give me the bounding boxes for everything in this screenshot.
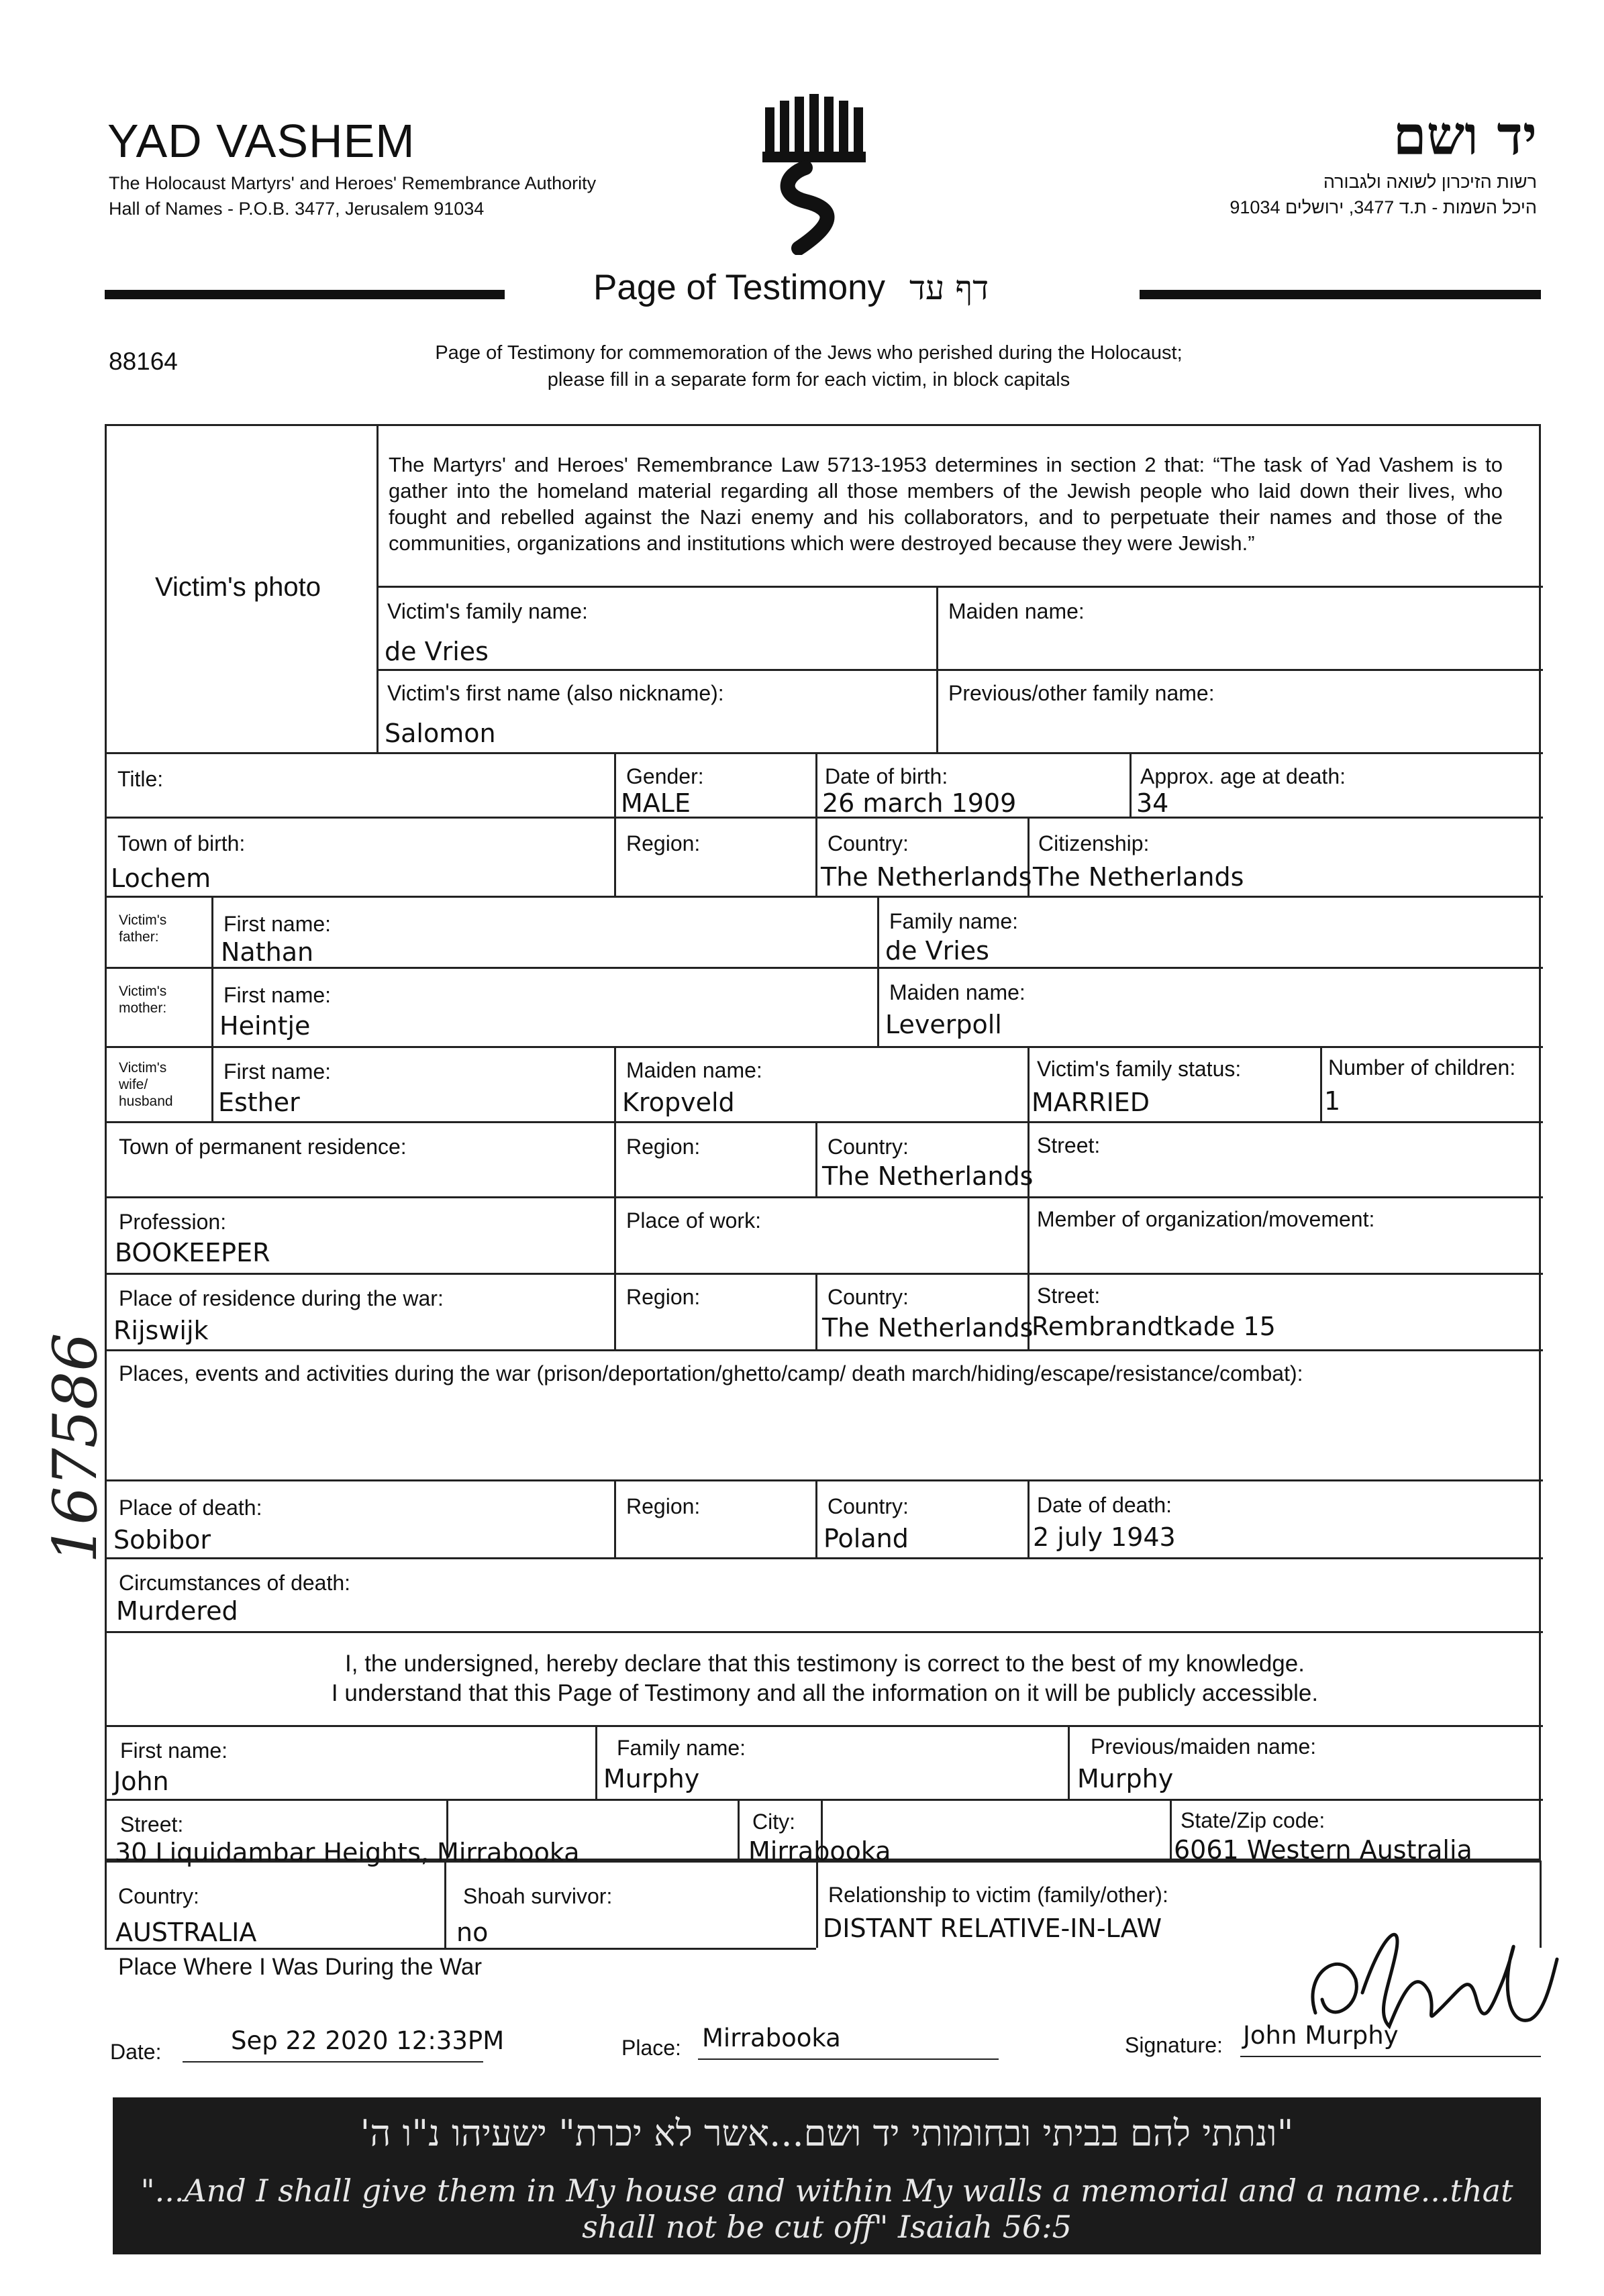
residence-country-label: Country: [828,1135,909,1159]
family-name-value[interactable]: de Vries [385,637,489,666]
submitter-family-name-value[interactable]: Murphy [603,1764,700,1793]
war-street-value[interactable]: Rembrandtkade 15 [1032,1312,1276,1341]
father-family-name-value[interactable]: de Vries [885,936,989,966]
page-title: Page of Testimony [593,268,886,307]
birth-country-value[interactable]: The Netherlands [821,862,1032,892]
town-of-birth-value[interactable]: Lochem [111,864,211,893]
bottom-row-left [105,1861,107,1948]
age-at-death-label: Approx. age at death: [1140,764,1346,788]
signature-label: Signature: [1125,2033,1223,2057]
signature-value[interactable]: John Murphy [1243,2021,1399,2050]
title-rule-left [105,290,505,299]
previous-family-name-label: Previous/other family name: [948,681,1215,705]
spouse-maiden-name-value[interactable]: Kropveld [622,1088,735,1117]
submitter-city-label: City: [752,1810,795,1834]
footer-quote-band [113,2097,1541,2254]
shoah-survivor-label: Shoah survivor: [463,1884,613,1908]
spouse-maiden-name-label: Maiden name: [626,1058,762,1082]
death-country-label: Country: [828,1494,909,1518]
place-of-work-label: Place of work: [626,1208,761,1233]
father-first-name-label: First name: [223,912,332,936]
residence-country-value[interactable]: The Netherlands [822,1161,1034,1191]
submitter-street-value[interactable]: 30 Liquidambar Heights, Mirrabooka [115,1838,580,1867]
gender-label: Gender: [626,764,704,788]
page-title-hebrew: דף עד [909,268,989,307]
testimony-form [105,424,1541,1867]
submitter-first-name-value[interactable]: John [113,1767,169,1796]
mother-side-label: Victim's mother: [119,984,167,1016]
war-street-label: Street: [1037,1284,1101,1308]
date-of-death-label: Date of death: [1037,1493,1172,1517]
org-name-hebrew: יד ושם [1393,104,1537,167]
spouse-first-name-value[interactable]: Esther [218,1088,300,1117]
submitter-previous-name-label: Previous/maiden name: [1091,1734,1317,1759]
war-country-label: Country: [828,1285,909,1309]
father-first-name-value[interactable]: Nathan [221,937,314,967]
footer-quote-english: "...And I shall give them in My house and within My walls a memorial and a name...that shall not be cut off" Isaiah 56:5 [140,2173,1513,2245]
form-subtitle-1: Page of Testimony for commemoration of the Jews who perished during the Holocaust; [435,342,1183,364]
bottom-row-divider-2 [816,1861,818,1948]
maiden-name-label: Maiden name: [948,599,1085,623]
date-of-birth-value[interactable]: 26 march 1909 [822,788,1017,818]
mother-maiden-name-value[interactable]: Leverpoll [885,1010,1002,1039]
residence-street-label: Street: [1037,1133,1101,1157]
date-of-birth-label: Date of birth: [825,764,948,788]
title-rule-right [1140,290,1541,299]
citizenship-value[interactable]: The Netherlands [1033,862,1244,892]
organization-label: Member of organization/movement: [1037,1207,1375,1231]
submitter-previous-name-value[interactable]: Murphy [1077,1764,1174,1793]
age-at-death-value[interactable]: 34 [1136,788,1169,818]
circumstances-label: Circumstances of death: [119,1571,351,1595]
relationship-label: Relationship to victim (family/other): [828,1883,1168,1907]
yad-vashem-logo [758,94,872,255]
submitter-family-name-label: Family name: [617,1736,746,1760]
bottom-row-divider-1 [444,1861,446,1948]
org-subtitle-1: The Holocaust Martyrs' and Heroes' Remembrance Authority [109,173,597,193]
war-residence-value[interactable]: Rijswijk [113,1316,209,1345]
org-name: YAD VASHEM [107,115,415,167]
family-status-label: Victim's family status: [1037,1057,1242,1081]
submitter-first-name-label: First name: [120,1738,228,1763]
submitter-country-label: Country: [118,1884,199,1908]
form-number: 88164 [109,348,178,375]
handwritten-signature [1289,1892,1570,2067]
children-label: Number of children: [1328,1055,1516,1080]
citizenship-label: Citizenship: [1038,831,1150,855]
profession-label: Profession: [119,1210,227,1234]
date-value[interactable]: Sep 22 2020 12:33PM [231,2026,505,2055]
date-of-death-value[interactable]: 2 july 1943 [1033,1522,1176,1552]
law-text: The Martyrs' and Heroes' Remembrance Law 5713-1953 determines in section 2 that: “The task of Yad Vashem is to gather into the homeland material regarding all those members of the Jewish people who laid down their lives, who fought and rebelled against the Nazi enemy and his collaborators, and to perpetuate their names and those of the communities, organizations and institutions which were destroyed because they were Jewish.” [389,453,1503,555]
title-label: Title: [117,767,164,791]
submitter-street-label: Street: [120,1812,184,1836]
margin-handwritten-number: 167586 [40,1333,111,1563]
residence-region-label: Region: [626,1135,701,1159]
death-country-value[interactable]: Poland [823,1524,909,1553]
shoah-survivor-value[interactable]: no [456,1918,489,1947]
declaration-line-2: I understand that this Page of Testimony and all the information on it will be publicly accessible. [331,1680,1319,1706]
birth-region-label: Region: [626,831,701,855]
death-region-label: Region: [626,1494,701,1518]
town-of-birth-label: Town of birth: [117,831,246,855]
submitter-state-value[interactable]: 6061 Western Australia [1174,1835,1472,1865]
mother-first-name-value[interactable]: Heintje [219,1011,311,1041]
org-subtitle-hebrew-2: היכל השמות - ת.ד 3477, ירושלים 91034 [1230,197,1537,217]
war-region-label: Region: [626,1285,701,1309]
relationship-value[interactable]: DISTANT RELATIVE-IN-LAW [823,1914,1162,1943]
submitter-city-value[interactable]: Mirrabooka [748,1836,891,1866]
submitter-country-value[interactable]: AUSTRALIA [115,1918,257,1947]
father-side-label: Victim's father: [119,912,167,945]
org-subtitle-hebrew-1: רשות הזיכרון לשואה ולגבורה [1323,172,1537,192]
spouse-side-label: Victim's wife/ husband [119,1060,173,1109]
children-value[interactable]: 1 [1324,1086,1341,1116]
family-name-label: Victim's family name: [387,599,588,623]
circumstances-value[interactable]: Murdered [116,1596,238,1626]
bottom-row-top [105,1861,1541,1863]
date-underline [183,2061,483,2063]
gender-value[interactable]: MALE [621,788,691,818]
place-label: Place: [621,2036,681,2060]
profession-value[interactable]: BOOKEEPER [115,1238,270,1267]
place-value[interactable]: Mirrabooka [702,2024,841,2052]
place-of-death-label: Place of death: [119,1496,262,1520]
war-activities-label: Places, events and activities during the war (prison/deportation/ghetto/camp/ death march/hiding/escape/resistance/combat): [119,1361,1303,1386]
place-during-war-label: Place Where I Was During the War [118,1954,483,1980]
place-of-death-value[interactable]: Sobibor [113,1525,211,1555]
mother-first-name-label: First name: [223,983,332,1007]
first-name-label: Victim's first name (also nickname): [387,681,724,705]
spouse-first-name-label: First name: [223,1059,332,1084]
residence-town-label: Town of permanent residence: [119,1135,407,1159]
birth-country-label: Country: [828,831,909,855]
submitter-state-label: State/Zip code: [1181,1808,1325,1832]
org-subtitle-2: Hall of Names - P.O.B. 3477, Jerusalem 91034 [109,199,485,219]
declaration-line-1: I, the undersigned, hereby declare that this testimony is correct to the best of my knowledge. [345,1651,1305,1677]
father-family-name-label: Family name: [889,909,1019,933]
bottom-row-bottom [105,1948,816,1950]
family-status-value[interactable]: MARRIED [1032,1088,1150,1117]
footer-quote-hebrew: "ונתתי להם בביתי ובחומותי יד ושם...אשר לא יכרת" ישעיהו נ"ו ה' [360,2112,1294,2154]
victim-photo-label: Victim's photo [155,572,321,602]
war-residence-label: Place of residence during the war: [119,1286,444,1310]
war-country-value[interactable]: The Netherlands [822,1313,1034,1343]
place-underline [698,2058,999,2060]
date-label: Date: [110,2040,162,2064]
mother-maiden-name-label: Maiden name: [889,980,1025,1004]
first-name-value[interactable]: Salomon [385,719,496,748]
form-subtitle-2: please fill in a separate form for each victim, in block capitals [547,369,1070,390]
